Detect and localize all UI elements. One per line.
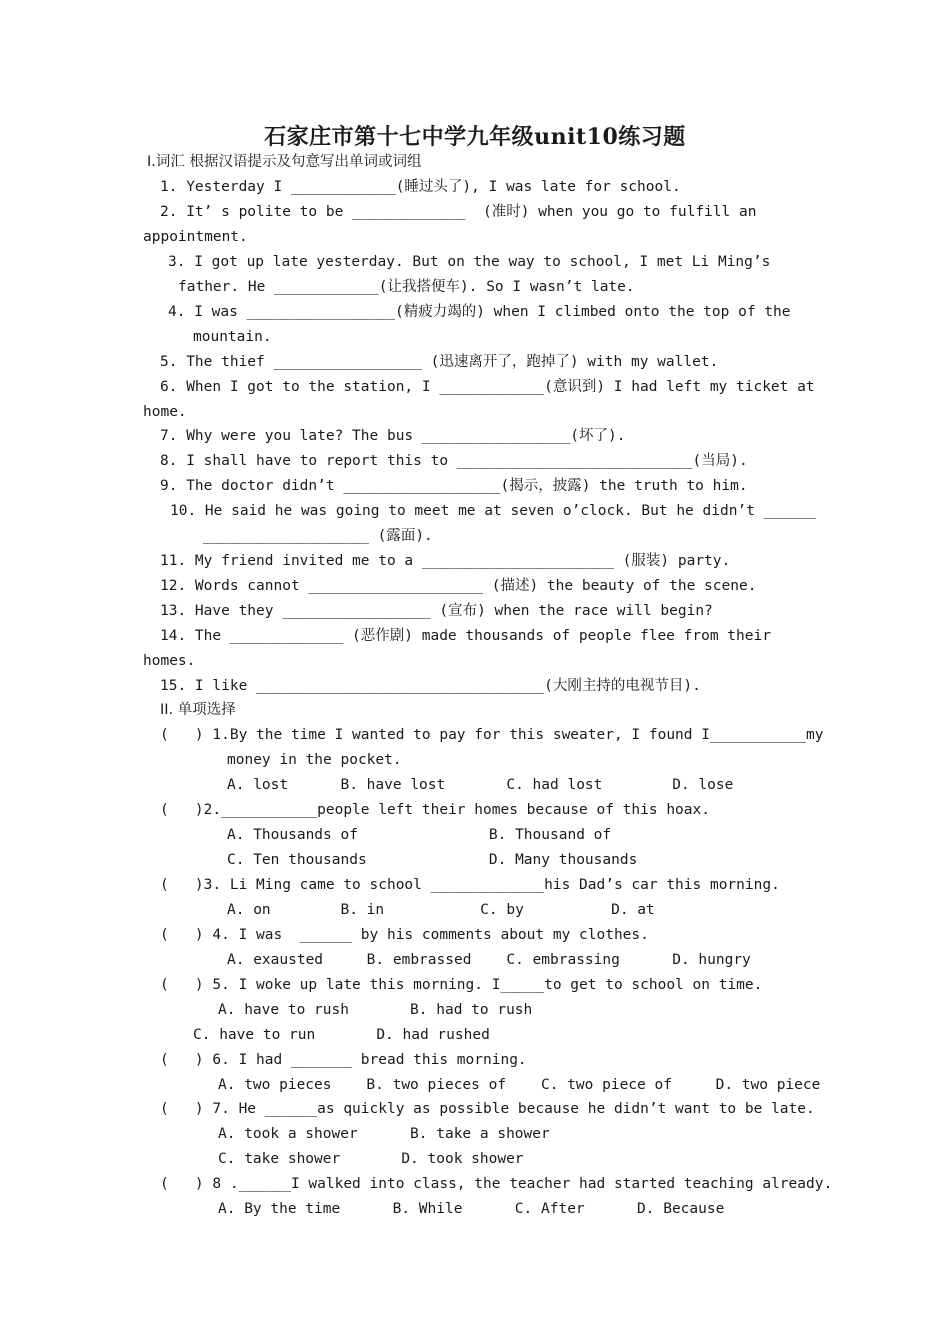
section-2-heading: II. 单项选择 — [160, 702, 236, 718]
mc-question-6: ( ) 6. I had _______ bread this morning. — [160, 1052, 527, 1068]
mc-options-3: A. on B. in C. by D. at — [227, 902, 655, 918]
mc-options-5a: A. have to rush B. had to rush — [218, 1002, 533, 1018]
vocab-item-9: 9. The doctor didn’t __________________(揭示，披露) the truth to him. — [160, 478, 748, 494]
vocab-item-3: 3. I got up late yesterday. But on the way to school, I met Li Ming’s — [168, 254, 771, 270]
section-1-heading: Ⅰ.词汇 根据汉语提示及句意写出单词或词组 — [147, 154, 422, 170]
vocab-item-11: 11. My friend invited me to a ______________________ (服装) party. — [160, 553, 731, 569]
mc-question-2: ( )2.___________people left their homes because of this hoax. — [160, 802, 710, 818]
vocab-item-3-cont: father. He ____________(让我搭便车). So I wasn’t late. — [178, 279, 635, 295]
vocab-item-6: 6. When I got to the station, I ____________(意识到) I had left my ticket at — [160, 379, 815, 395]
mc-options-7a: A. took a shower B. take a shower — [218, 1126, 550, 1142]
vocab-item-14: 14. The _____________ (恶作剧) made thousands of people flee from their — [160, 628, 771, 644]
vocab-item-14-cont: homes. — [143, 653, 196, 669]
vocab-item-8: 8. I shall have to report this to ___________________________(当局). — [160, 453, 748, 469]
vocab-item-2: 2. It’ s polite to be _____________ (准时) when you go to fulfill an — [160, 204, 757, 220]
mc-question-7: ( ) 7. He ______as quickly as possible because he didn’t want to be late. — [160, 1101, 815, 1117]
mc-options-8: A. By the time B. While C. After D. Because — [218, 1201, 725, 1217]
vocab-item-13: 13. Have they _________________ (宣布) when the race will begin? — [160, 603, 713, 619]
vocab-item-10-cont: ___________________ (露面). — [203, 528, 433, 544]
vocab-item-5: 5. The thief _________________ (迅速离开了，跑掉了) with my wallet. — [160, 354, 719, 370]
mc-options-6: A. two pieces B. two pieces of C. two piece of D. two piece — [218, 1077, 821, 1093]
vocab-item-10: 10. He said he was going to meet me at seven o’clock. But he didn’t ______ — [170, 503, 817, 519]
mc-options-2a: A. Thousands of B. Thousand of — [227, 827, 612, 843]
vocab-item-7: 7. Why were you late? The bus _________________(坏了). — [160, 428, 626, 444]
mc-question-1-cont: money in the pocket. — [227, 752, 402, 768]
vocab-item-4-cont: mountain. — [193, 329, 272, 345]
mc-options-5b: C. have to run D. had rushed — [193, 1027, 490, 1043]
vocab-item-2-cont: appointment. — [143, 229, 248, 245]
mc-question-4: ( ) 4. I was ______ by his comments about my clothes. — [160, 927, 649, 943]
vocab-item-6-cont: home. — [143, 404, 187, 420]
mc-question-5: ( ) 5. I woke up late this morning. I_____to get to school on time. — [160, 977, 763, 993]
mc-question-8: ( ) 8 .______I walked into class, the teacher had started teaching already. — [160, 1176, 833, 1192]
vocab-item-12: 12. Words cannot ____________________ (描述) the beauty of the scene. — [160, 578, 757, 594]
mc-question-3: ( )3. Li Ming came to school _____________his Dad’s car this morning. — [160, 877, 780, 893]
mc-options-1: A. lost B. have lost C. had lost D. lose — [227, 777, 734, 793]
mc-options-2b: C. Ten thousands D. Many thousands — [227, 852, 638, 868]
mc-options-7b: C. take shower D. took shower — [218, 1151, 524, 1167]
mc-options-4: A. exausted B. embrassed C. embrassing D. hungry — [227, 952, 751, 968]
page-title: 石家庄市第十七中学九年级unit10练习题 — [264, 124, 686, 150]
vocab-item-4: 4. I was _________________(精疲力竭的) when I climbed onto the top of the — [168, 304, 791, 320]
vocab-item-1: 1. Yesterday I ____________(睡过头了), I was late for school. — [160, 179, 681, 195]
vocab-item-15: 15. I like _________________________________(大刚主持的电视节目). — [160, 678, 701, 694]
mc-question-1: ( ) 1.By the time I wanted to pay for this sweater, I found I___________my — [160, 727, 824, 743]
